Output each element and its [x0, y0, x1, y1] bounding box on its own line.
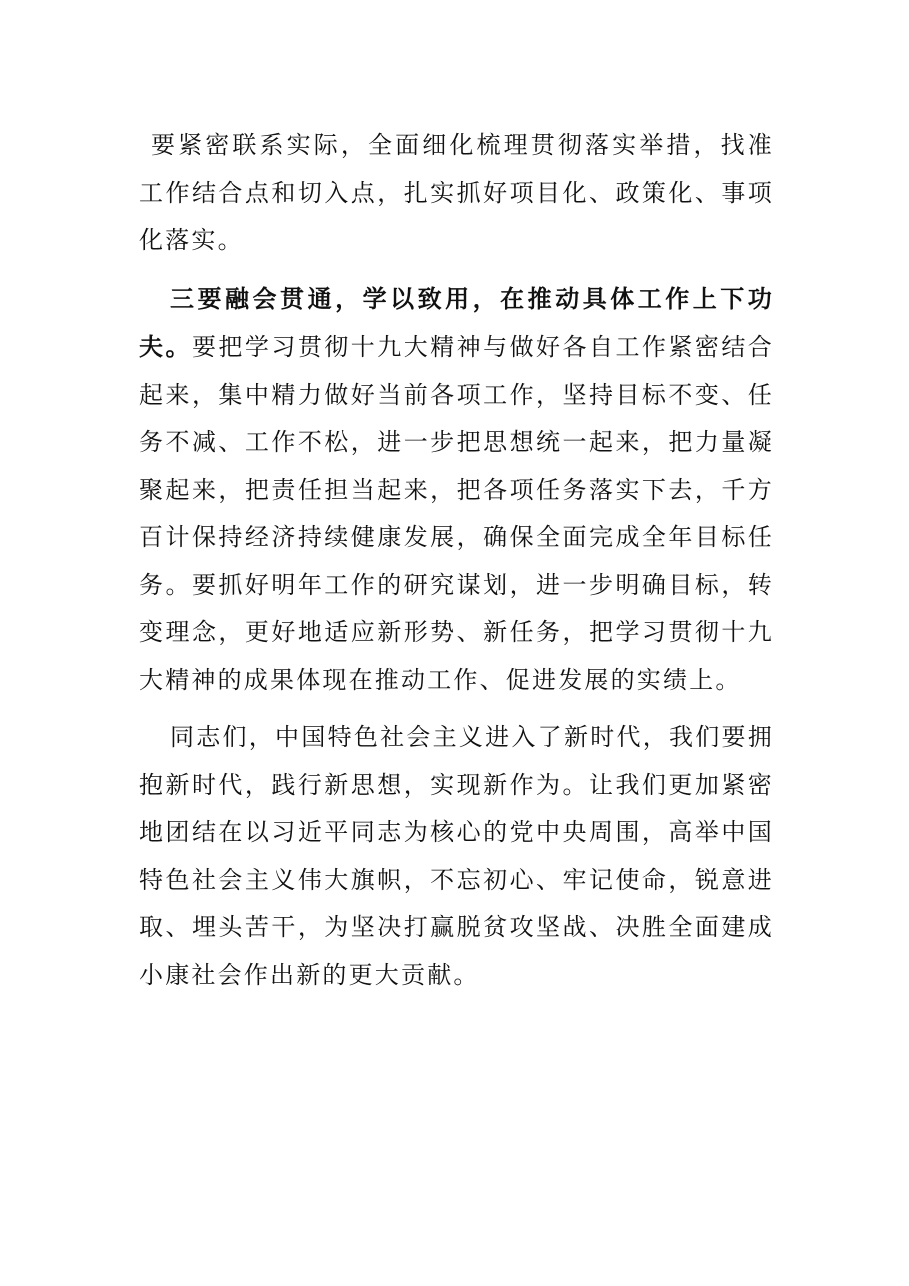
paragraph-text: 要紧密联系实际，全面细化梳理贯彻落实举措，找准工作结合点和切入点，扎实抓好项目化、政策化、事项化落实。: [139, 131, 774, 254]
section-heading-three: 三要融会贯通，学以致用，在推动具体工作上下功夫。: [139, 283, 774, 361]
document-body: [139, 122, 774, 999]
paragraph-continuation: [139, 122, 774, 265]
paragraph-text: 同志们，中国特色社会主义进入了新时代，我们要拥抱新时代，践行新思想，实现新作为。让我们更加紧密地团结在以习近平同志为核心的党中央周围，高举中国特色社会主义伟大旗帜，不忘初心、牢记使命，锐意进取、埋头苦干，为坚决打赢脱贫攻坚战、决胜全面建成小康社会作出新的更大贡献。: [139, 723, 774, 989]
paragraph-closing: [139, 714, 774, 999]
paragraph-section-three: [139, 275, 774, 705]
paragraph-text: 要把学习贯彻十九大精神与做好各自工作紧密结合起来，集中精力做好当前各项工作，坚持目标不变、任务不减、工作不松，进一步把思想统一起来，把力量凝聚起来，把责任担当起来，把各项任务落实下去，千方百计保持经济持续健康发展，确保全面完成全年目标任务。要抓好明年工作的研究谋划，进一步明确目标，转变理念，更好地适应新形势、新任务，把学习贯彻十九大精神的成果体现在推动工作、促进发展的实绩上。: [139, 333, 775, 694]
